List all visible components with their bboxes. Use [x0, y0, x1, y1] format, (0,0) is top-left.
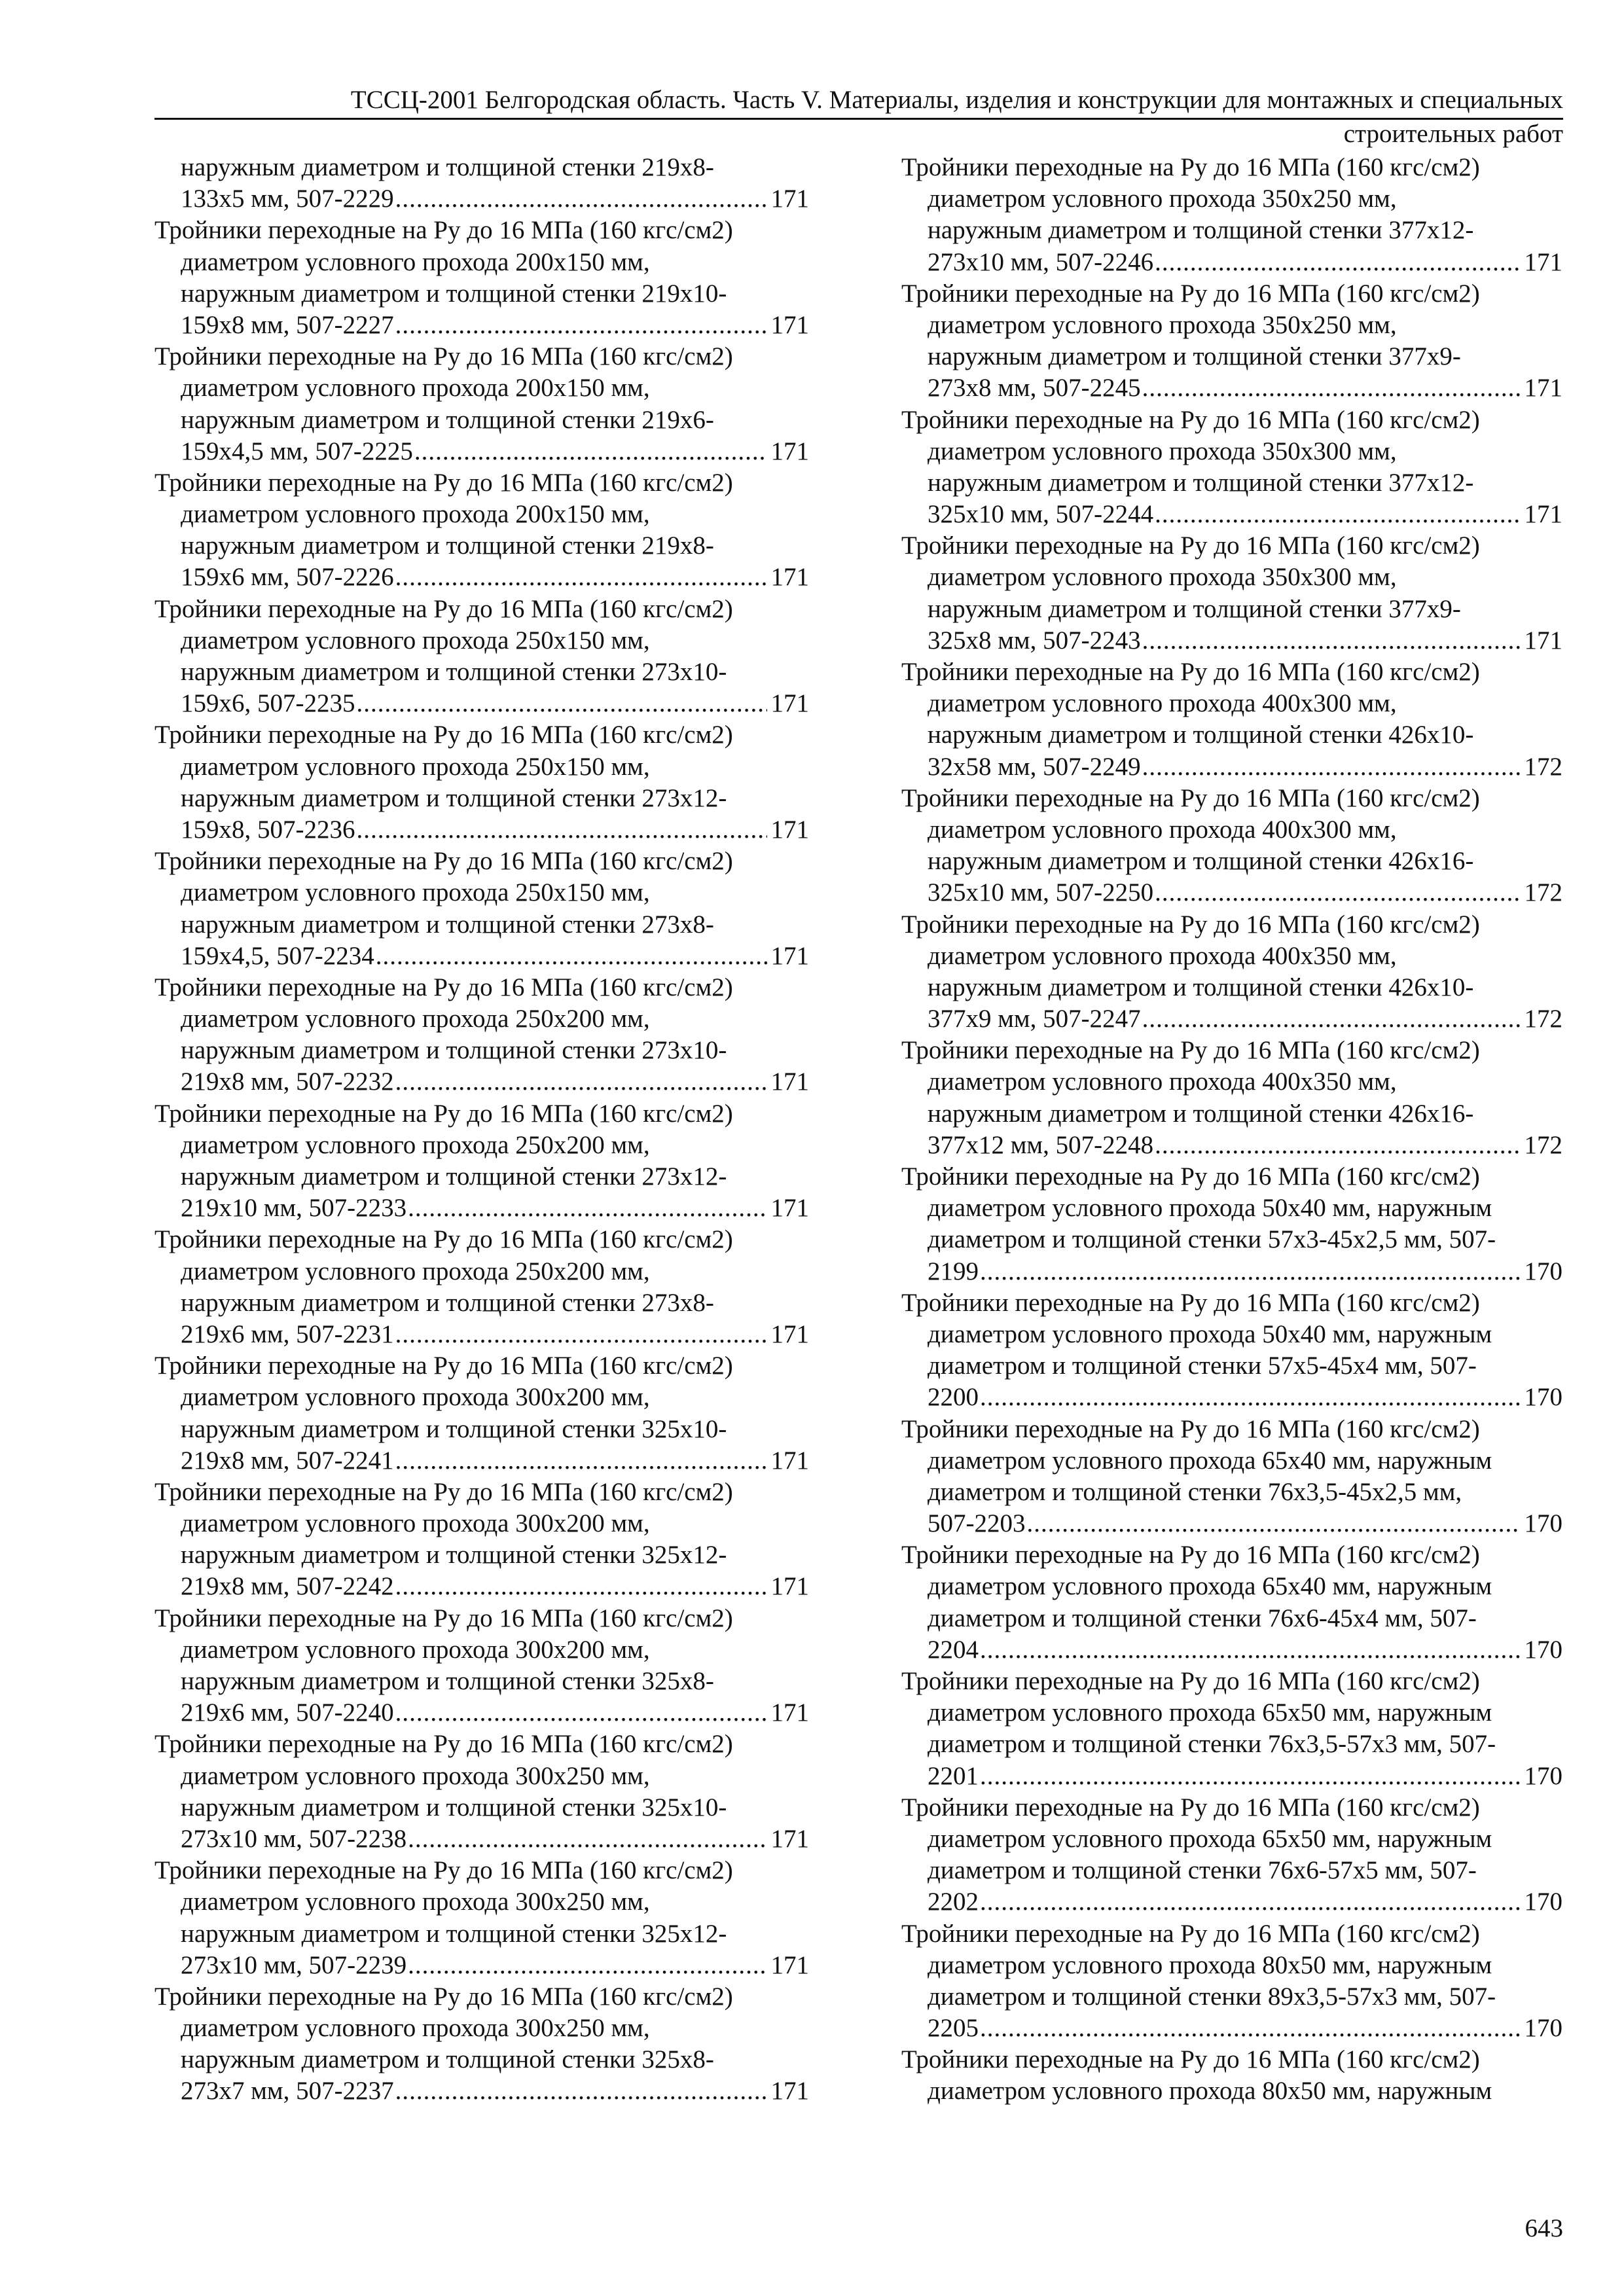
index-entry — [901, 530, 1562, 656]
entry-title-line: Тройники переходные на Ру до 16 МПа (160 кгс/см2) — [154, 1982, 733, 2011]
entry-text-line: диаметром условного прохода 200х150 мм, — [181, 374, 650, 403]
dot-leader — [1142, 1003, 1521, 1035]
entry-leader-line — [154, 310, 809, 341]
dot-leader — [408, 1823, 767, 1855]
dot-leader — [395, 1697, 767, 1729]
index-entry — [901, 656, 1562, 783]
entry-code: 159х6, 507-2235 — [181, 689, 355, 718]
entry-code: 2204 — [928, 1635, 979, 1664]
index-entry — [154, 594, 809, 720]
entry-text-line: наружным диаметром и толщиной стенки 325х8- — [181, 1667, 714, 1695]
dot-leader — [395, 562, 767, 593]
entry-code: 219х8 мм, 507-2232 — [181, 1067, 394, 1096]
entry-text-line: диаметром условного прохода 350х250 мм, — [928, 185, 1397, 213]
entry-text-line: диаметром условного прохода 65х50 мм, наружным — [928, 1824, 1492, 1853]
entry-text-line: наружным диаметром и толщиной стенки 273х12- — [181, 1162, 727, 1191]
entry-text-line: диаметром условного прохода 50х40 мм, наружным — [928, 1319, 1492, 1348]
entry-code: 325х10 мм, 507-2250 — [928, 878, 1154, 907]
entry-text-line: диаметром условного прохода 200х150 мм, — [181, 247, 650, 276]
entry-text-line: наружным диаметром и толщиной стенки 325х12- — [181, 1541, 727, 1570]
index-entry — [901, 1918, 1562, 2045]
entry-code: 159х4,5, 507-2234 — [181, 941, 374, 970]
entry-title-line: Тройники переходные на Ру до 16 МПа (160 кгс/см2) — [154, 594, 733, 623]
entry-text-line: диаметром условного прохода 65х40 мм, наружным — [928, 1572, 1492, 1601]
entry-page-ref: 171 — [770, 689, 809, 718]
entry-title-line: Тройники переходные на Ру до 16 МПа (160 кгс/см2) — [154, 847, 733, 876]
entry-title-line: Тройники переходные на Ру до 16 МПа (160 кгс/см2) — [901, 1036, 1480, 1065]
entry-text-line: наружным диаметром и толщиной стенки 325х8- — [181, 2045, 714, 2074]
index-entry — [154, 972, 809, 1098]
entry-text-line: наружным диаметром и толщиной стенки 273х8- — [181, 1288, 714, 1317]
dot-leader — [1155, 247, 1520, 278]
entry-leader-line — [154, 814, 809, 846]
entry-text-line: диаметром условного прохода 350х250 мм, — [928, 310, 1397, 339]
index-entry — [154, 719, 809, 846]
dot-leader — [395, 1066, 767, 1098]
index-entry — [154, 152, 809, 215]
entry-text-line: наружным диаметром и толщиной стенки 219х8- — [181, 531, 714, 560]
entry-page-ref: 171 — [770, 563, 809, 592]
entry-page-ref: 170 — [1524, 2014, 1562, 2043]
entry-text-line: диаметром условного прохода 50х40 мм, наружным — [928, 1194, 1492, 1223]
entry-title-line: Тройники переходные на Ру до 16 МПа (160 кгс/см2) — [154, 468, 733, 497]
index-entry — [154, 215, 809, 341]
entry-leader-line — [901, 1130, 1562, 1161]
entry-code: 273х8 мм, 507-2245 — [928, 374, 1141, 403]
entry-code: 377х12 мм, 507-2248 — [928, 1130, 1154, 1159]
entry-leader-line — [154, 1066, 809, 1098]
entry-title-line: Тройники переходные на Ру до 16 МПа (160 кгс/см2) — [901, 2045, 1480, 2074]
entry-text-line: диаметром условного прохода 300х250 мм, — [181, 1761, 650, 1790]
entry-page-ref: 171 — [1524, 374, 1562, 403]
entry-leader-line — [901, 1256, 1562, 1287]
entry-leader-line — [901, 499, 1562, 530]
entry-text-line: диаметром условного прохода 65х40 мм, наружным — [928, 1446, 1492, 1475]
entry-leader-line — [901, 1508, 1562, 1539]
index-entry — [901, 2044, 1562, 2107]
entry-title-line: Тройники переходные на Ру до 16 МПа (160 кгс/см2) — [154, 1099, 733, 1128]
entry-title-line: Тройники переходные на Ру до 16 МПа (160 кгс/см2) — [154, 342, 733, 371]
entry-page-ref: 171 — [770, 2077, 809, 2106]
entry-leader-line — [154, 1950, 809, 1981]
entry-text-line: диаметром и толщиной стенки 89х3,5-57х3 мм, 507- — [928, 1982, 1496, 2011]
entry-leader-line — [901, 1886, 1562, 1918]
entry-page-ref: 172 — [1524, 752, 1562, 781]
dot-leader — [980, 2013, 1521, 2044]
entry-text-line: наружным диаметром и толщиной стенки 273х10- — [181, 658, 727, 686]
index-entry — [901, 909, 1562, 1035]
entry-text-line: наружным диаметром и толщиной стенки 325х10- — [181, 1793, 727, 1821]
dot-leader — [395, 310, 767, 341]
index-entry — [154, 1224, 809, 1350]
entry-page-ref: 171 — [770, 185, 809, 213]
entry-code: 2201 — [928, 1761, 979, 1790]
entry-title-line: Тройники переходные на Ру до 16 МПа (160 кгс/см2) — [154, 1856, 733, 1885]
entry-code: 273х10 мм, 507-2239 — [181, 1950, 407, 1979]
entry-text-line: диаметром и толщиной стенки 76х3,5-57х3 мм, 507- — [928, 1730, 1496, 1759]
entry-text-line: диаметром условного прохода 350х300 мм, — [928, 563, 1397, 592]
entry-leader-line — [154, 183, 809, 215]
index-entry — [901, 1287, 1562, 1414]
index-entry — [154, 846, 809, 972]
entry-text-line: диаметром условного прохода 400х300 мм, — [928, 689, 1397, 718]
entry-page-ref: 170 — [1524, 1383, 1562, 1412]
entry-leader-line — [901, 247, 1562, 278]
entry-leader-line — [154, 562, 809, 593]
entry-code: 325х8 мм, 507-2243 — [928, 626, 1141, 655]
entry-text-line: диаметром условного прохода 350х300 мм, — [928, 437, 1397, 465]
dot-leader — [395, 1319, 767, 1350]
entry-page-ref: 171 — [1524, 247, 1562, 276]
dot-leader — [395, 1571, 767, 1602]
running-header: ТССЦ-2001 Белгородская область. Часть V. Материалы, изделия и конструкции для монтажных и специальных — [154, 84, 1563, 120]
entry-leader-line — [154, 688, 809, 719]
entry-title-line: Тройники переходные на Ру до 16 МПа (160 кгс/см2) — [901, 279, 1480, 308]
entry-leader-line — [154, 1319, 809, 1350]
entry-title-line: Тройники переходные на Ру до 16 МПа (160 кгс/см2) — [901, 658, 1480, 686]
entry-page-ref: 171 — [770, 941, 809, 970]
dot-leader — [980, 1634, 1521, 1666]
entry-text-line: диаметром и толщиной стенки 57х3-45х2,5 мм, 507- — [928, 1225, 1496, 1254]
entry-title-line: Тройники переходные на Ру до 16 МПа (160 кгс/см2) — [901, 783, 1480, 812]
entry-text-line: диаметром условного прохода 400х300 мм, — [928, 815, 1397, 844]
index-entry — [154, 467, 809, 594]
entry-leader-line — [901, 1761, 1562, 1792]
index-entry — [901, 1035, 1562, 1161]
dot-leader — [980, 1761, 1521, 1792]
entry-text-line: диаметром и толщиной стенки 76х3,5-45х2,5 мм, — [928, 1477, 1462, 1506]
entry-leader-line — [154, 1697, 809, 1729]
entry-page-ref: 170 — [1524, 1257, 1562, 1285]
dot-leader — [1155, 877, 1520, 908]
dot-leader — [1142, 625, 1521, 656]
entry-text-line: диаметром условного прохода 250х150 мм, — [181, 626, 650, 655]
index-entry — [154, 341, 809, 467]
entry-text-line: наружным диаметром и толщиной стенки 325х12- — [181, 1919, 727, 1948]
dot-leader — [408, 1193, 767, 1224]
entry-text-line: диаметром условного прохода 300х200 мм, — [181, 1383, 650, 1412]
entry-leader-line — [901, 877, 1562, 908]
entry-code: 2205 — [928, 2014, 979, 2043]
entry-text-line: диаметром условного прохода 400х350 мм, — [928, 1067, 1397, 1096]
entry-text-line: диаметром условного прохода 250х200 мм, — [181, 1130, 650, 1159]
entry-text-line: наружным диаметром и толщиной стенки 426х16- — [928, 847, 1474, 876]
entry-title-line: Тройники переходные на Ру до 16 МПа (160 кгс/см2) — [901, 1793, 1480, 1821]
entry-text-line: наружным диаметром и толщиной стенки 377х12- — [928, 216, 1474, 245]
index-entry — [154, 1098, 809, 1225]
dot-leader — [1027, 1508, 1521, 1539]
entry-page-ref: 172 — [1524, 1130, 1562, 1159]
entry-text-line: диаметром условного прохода 400х350 мм, — [928, 941, 1397, 970]
entry-page-ref: 171 — [770, 1824, 809, 1853]
dot-leader — [1155, 499, 1520, 530]
entry-text-line: наружным диаметром и толщиной стенки 377х9- — [928, 594, 1461, 623]
entry-text-line: наружным диаметром и толщиной стенки 426х16- — [928, 1099, 1474, 1128]
entry-title-line: Тройники переходные на Ру до 16 МПа (160 кгс/см2) — [154, 1352, 733, 1380]
entry-text-line: диаметром и толщиной стенки 76х6-57х5 мм, 507- — [928, 1856, 1477, 1885]
entry-page-ref: 170 — [1524, 1509, 1562, 1538]
entry-code: 273х10 мм, 507-2238 — [181, 1824, 407, 1853]
entry-code: 273х7 мм, 507-2237 — [181, 2077, 394, 2106]
entry-leader-line — [901, 751, 1562, 783]
entry-code: 219х6 мм, 507-2231 — [181, 1319, 394, 1348]
entry-text-line: диаметром условного прохода 300х250 мм, — [181, 2014, 650, 2043]
entry-text-line: диаметром условного прохода 300х250 мм, — [181, 1888, 650, 1916]
entry-text-line: наружным диаметром и толщиной стенки 377х9- — [928, 342, 1461, 371]
entry-page-ref: 171 — [770, 437, 809, 465]
entry-text-line: диаметром условного прохода 300х200 мм, — [181, 1635, 650, 1664]
entry-leader-line — [154, 2075, 809, 2107]
index-entry — [154, 1855, 809, 1981]
dot-leader — [980, 1886, 1521, 1918]
entry-page-ref: 170 — [1524, 1888, 1562, 1916]
entry-text-line: диаметром условного прохода 300х200 мм, — [181, 1509, 650, 1538]
entry-title-line: Тройники переходные на Ру до 16 МПа (160 кгс/см2) — [154, 1225, 733, 1254]
entry-text-line: наружным диаметром и толщиной стенки 426х10- — [928, 973, 1474, 1001]
index-entry — [901, 278, 1562, 404]
entry-leader-line — [901, 372, 1562, 404]
entry-text-line: наружным диаметром и толщиной стенки 325х10- — [181, 1414, 727, 1443]
index-entry — [154, 1350, 809, 1477]
index-entry — [901, 783, 1562, 909]
entry-code: 159х8, 507-2236 — [181, 815, 355, 844]
entry-text-line: наружным диаметром и толщиной стенки 219х6- — [181, 405, 714, 434]
entry-text-line: наружным диаметром и толщиной стенки 426х10- — [928, 721, 1474, 749]
entry-text-line: диаметром условного прохода 250х200 мм, — [181, 1005, 650, 1033]
running-header-continuation: строительных работ — [1343, 120, 1563, 148]
index-entry — [901, 1539, 1562, 1666]
entry-text-line: диаметром и толщиной стенки 76х6-45х4 мм, 507- — [928, 1604, 1477, 1632]
entry-text-line: диаметром и толщиной стенки 57х5-45х4 мм, 507- — [928, 1352, 1477, 1380]
index-entry — [901, 1161, 1562, 1287]
index-column-right — [901, 152, 1562, 2108]
entry-title-line: Тройники переходные на Ру до 16 МПа (160 кгс/см2) — [901, 910, 1480, 939]
entry-leader-line — [154, 1571, 809, 1602]
entry-page-ref: 171 — [770, 1950, 809, 1979]
entry-code: 159х4,5 мм, 507-2225 — [181, 437, 413, 465]
dot-leader — [980, 1382, 1521, 1413]
entry-title-line: Тройники переходные на Ру до 16 МПа (160 кгс/см2) — [901, 1667, 1480, 1695]
entry-code: 2200 — [928, 1383, 979, 1412]
entry-title-line: Тройники переходные на Ру до 16 МПа (160 кгс/см2) — [901, 1541, 1480, 1570]
entry-code: 2202 — [928, 1888, 979, 1916]
entry-leader-line — [901, 2013, 1562, 2044]
dot-leader — [395, 2075, 767, 2107]
entry-title-line: Тройники переходные на Ру до 16 МПа (160 кгс/см2) — [154, 216, 733, 245]
entry-page-ref: 171 — [770, 1067, 809, 1096]
dot-leader — [357, 688, 767, 719]
entry-page-ref: 171 — [770, 1446, 809, 1475]
entry-text-line: диаметром условного прохода 65х50 мм, наружным — [928, 1698, 1492, 1727]
entry-leader-line — [901, 625, 1562, 656]
entry-title-line: Тройники переходные на Ру до 16 МПа (160 кгс/см2) — [901, 1414, 1480, 1443]
entry-leader-line — [154, 1193, 809, 1224]
dot-leader — [414, 436, 767, 467]
dot-leader — [357, 814, 767, 846]
entry-leader-line — [901, 1634, 1562, 1666]
entry-code: 273х10 мм, 507-2246 — [928, 247, 1154, 276]
entry-title-line: Тройники переходные на Ру до 16 МПа (160 кгс/см2) — [154, 1477, 733, 1506]
entry-page-ref: 172 — [1524, 878, 1562, 907]
entry-text-line: наружным диаметром и толщиной стенки 377х12- — [928, 468, 1474, 497]
dot-leader — [376, 941, 767, 972]
entry-page-ref: 171 — [770, 1194, 809, 1223]
entry-leader-line — [154, 1823, 809, 1855]
entry-page-ref: 171 — [770, 1698, 809, 1727]
entry-text-line: диаметром условного прохода 250х200 мм, — [181, 1257, 650, 1285]
dot-leader — [1142, 751, 1521, 783]
dot-leader — [395, 183, 767, 215]
index-column-left — [154, 152, 809, 2108]
entry-title-line: Тройники переходные на Ру до 16 МПа (160 кгс/см2) — [901, 1162, 1480, 1191]
entry-code: 133х5 мм, 507-2229 — [181, 185, 394, 213]
entry-text-line: наружным диаметром и толщиной стенки 219х8- — [181, 153, 714, 181]
index-entry — [901, 1666, 1562, 1792]
entry-page-ref: 170 — [1524, 1635, 1562, 1664]
entry-text-line: диаметром условного прохода 200х150 мм, — [181, 500, 650, 529]
dot-leader — [980, 1256, 1521, 1287]
entry-title-line: Тройники переходные на Ру до 16 МПа (160 кгс/см2) — [901, 153, 1480, 181]
entry-title-line: Тройники переходные на Ру до 16 МПа (160 кгс/см2) — [901, 405, 1480, 434]
entry-text-line: диаметром условного прохода 80х50 мм, наружным — [928, 2077, 1492, 2106]
entry-code: 219х6 мм, 507-2240 — [181, 1698, 394, 1727]
entry-leader-line — [154, 1445, 809, 1477]
index-entry — [901, 152, 1562, 278]
entry-text-line: диаметром условного прохода 250х150 мм, — [181, 878, 650, 907]
entry-code: 377х9 мм, 507-2247 — [928, 1005, 1141, 1033]
dot-leader — [1155, 1130, 1520, 1161]
entry-code: 219х10 мм, 507-2233 — [181, 1194, 407, 1223]
entry-title-line: Тройники переходные на Ру до 16 МПа (160 кгс/см2) — [154, 973, 733, 1001]
entry-page-ref: 171 — [1524, 500, 1562, 529]
index-entry — [154, 1729, 809, 1855]
index-entry — [901, 1414, 1562, 1540]
dot-leader — [408, 1950, 767, 1981]
entry-title-line: Тройники переходные на Ру до 16 МПа (160 кгс/см2) — [154, 1604, 733, 1632]
index-entry — [154, 1603, 809, 1729]
index-entry — [154, 1981, 809, 2108]
entry-page-ref: 171 — [1524, 626, 1562, 655]
entry-page-ref: 170 — [1524, 1761, 1562, 1790]
entry-leader-line — [901, 1382, 1562, 1413]
entry-page-ref: 171 — [770, 1572, 809, 1601]
entry-leader-line — [154, 941, 809, 972]
entry-page-ref: 172 — [1524, 1005, 1562, 1033]
entry-text-line: диаметром условного прохода 80х50 мм, наружным — [928, 1950, 1492, 1979]
entry-code: 159х8 мм, 507-2227 — [181, 310, 394, 339]
entry-page-ref: 171 — [770, 310, 809, 339]
entry-text-line: диаметром условного прохода 250х150 мм, — [181, 752, 650, 781]
entry-title-line: Тройники переходные на Ру до 16 МПа (160 кгс/см2) — [901, 531, 1480, 560]
entry-title-line: Тройники переходные на Ру до 16 МПа (160 кгс/см2) — [901, 1288, 1480, 1317]
entry-text-line: наружным диаметром и толщиной стенки 273х8- — [181, 910, 714, 939]
entry-title-line: Тройники переходные на Ру до 16 МПа (160 кгс/см2) — [154, 721, 733, 749]
entry-code: 325х10 мм, 507-2244 — [928, 500, 1154, 529]
page-number: 643 — [1525, 2214, 1563, 2242]
entry-leader-line — [901, 1003, 1562, 1035]
entry-leader-line — [154, 436, 809, 467]
index-entry — [901, 1792, 1562, 1918]
entry-text-line: наружным диаметром и толщиной стенки 273х10- — [181, 1036, 727, 1065]
dot-leader — [395, 1445, 767, 1477]
entry-code: 507-2203 — [928, 1509, 1026, 1538]
entry-text-line: наружным диаметром и толщиной стенки 219х10- — [181, 279, 727, 308]
entry-title-line: Тройники переходные на Ру до 16 МПа (160 кгс/см2) — [901, 1919, 1480, 1948]
entry-text-line: наружным диаметром и толщиной стенки 273х12- — [181, 783, 727, 812]
entry-code: 2199 — [928, 1257, 979, 1285]
index-entry — [901, 404, 1562, 531]
dot-leader — [1142, 372, 1521, 404]
entry-title-line: Тройники переходные на Ру до 16 МПа (160 кгс/см2) — [154, 1730, 733, 1759]
entry-code: 159х6 мм, 507-2226 — [181, 563, 394, 592]
entry-code: 219х8 мм, 507-2241 — [181, 1446, 394, 1475]
entry-page-ref: 171 — [770, 1319, 809, 1348]
entry-page-ref: 171 — [770, 815, 809, 844]
entry-code: 219х8 мм, 507-2242 — [181, 1572, 394, 1601]
entry-code: 32х58 мм, 507-2249 — [928, 752, 1141, 781]
index-entry — [154, 1477, 809, 1603]
